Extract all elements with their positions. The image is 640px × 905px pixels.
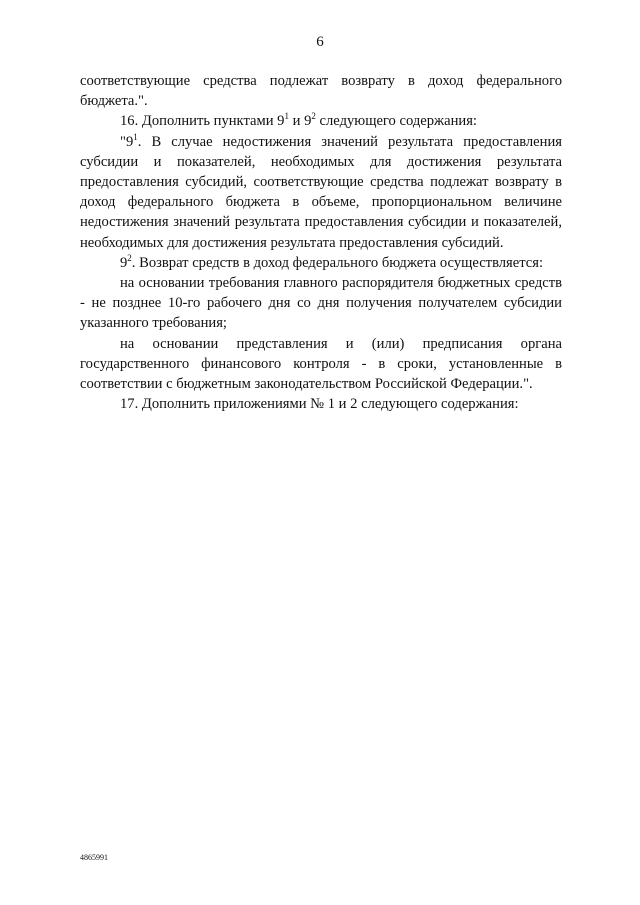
document-body xyxy=(80,71,562,414)
paragraph-requirement-basis: на основании требования главного распорядителя бюджетных средств - не позднее 10-го рабочего дня со дня получения получателем субсидии указанного требования; xyxy=(80,275,562,332)
item-16-text-start: 16. Дополнить пунктами 9 xyxy=(120,113,285,130)
superscript-point-9-1: 1 xyxy=(133,131,138,142)
superscript-2: 2 xyxy=(311,111,316,122)
point-9-1-number: "9 xyxy=(120,133,134,150)
item-16-text-end: следующего содержания: xyxy=(315,113,477,130)
paragraph-item-17: 17. Дополнить приложениями № 1 и 2 следующего содержания: xyxy=(120,396,519,413)
paragraph-point-9-2 xyxy=(80,253,562,273)
paragraph-point-9-1 xyxy=(80,132,562,253)
page-number: 6 xyxy=(316,34,324,50)
paragraph-control-basis: на основании представления и (или) предписания органа государственного финансового контроля - в сроки, установленные в соответствии с бюджетным законодательством Российской Федерации.". xyxy=(80,335,562,393)
superscript-point-9-2: 2 xyxy=(127,252,132,263)
point-9-2-text: . Возврат средств в доход федерального бюджета осуществляется: xyxy=(131,254,544,271)
paragraph-continuation: соответствующие средства подлежат возврату в доход федерального бюджета.". xyxy=(80,73,562,110)
paragraph-item-16 xyxy=(80,111,562,131)
point-9-2-number: 9 xyxy=(120,254,128,271)
document-code: 4865991 xyxy=(80,853,108,862)
superscript-1: 1 xyxy=(284,111,289,122)
point-9-1-text: . В случае недостижения значений результата предоставления субсидии и показателей, необходимых для достижения результата предоставления субсидий, соответствующие средства подлежат возврату в доход федерального бюджета в объеме, пропорциональном величине недостижения значений результата предоставления субсидии и показателей, необходимых для достижения результата предоставления субсидий. xyxy=(80,133,562,251)
item-16-text-mid: и 9 xyxy=(288,113,312,130)
